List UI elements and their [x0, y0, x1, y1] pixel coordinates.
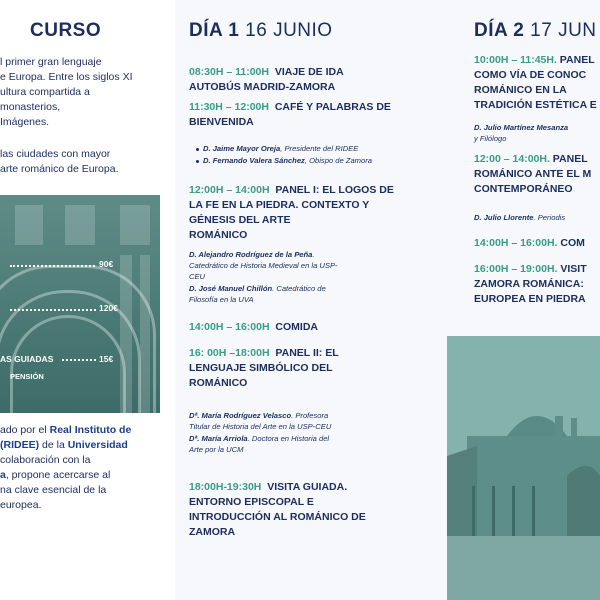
event-title: GÉNESIS DEL ARTE — [189, 214, 291, 226]
schedule-item — [189, 320, 439, 335]
organizer-paragraph: ado por el Real Instituto de (RIDEE) de la Universidad colaboración con la a, propone acercarse al na clave esencial de la europea. — [0, 423, 175, 513]
day1-date: 16 JUNIO — [245, 20, 333, 41]
event-title: ROMÁNICO — [189, 229, 248, 241]
schedule-item — [474, 262, 600, 307]
column-shape — [120, 255, 132, 413]
event-time: 16: 00H –18:00H — [189, 347, 270, 359]
left-column — [0, 0, 175, 600]
price-dotted-line — [10, 309, 96, 311]
event-title: COMO VÍA DE CONOC — [474, 69, 587, 81]
schedule-item — [189, 100, 439, 130]
event-time: 08:30H – 11:00H — [189, 66, 269, 78]
day2-date: 17 JUN — [530, 20, 597, 41]
event-title: INTRODUCCIÓN AL ROMÁNICO DE — [189, 511, 366, 523]
intro-line: monasterios, — [0, 101, 61, 113]
organizer-line: na clave esencial de la — [0, 484, 107, 496]
cities-line: las ciudades con mayor — [0, 148, 111, 160]
guided-visits-label: AS GUIADAS — [0, 354, 54, 364]
day2-heading — [474, 20, 597, 42]
speaker: D. Julio Martínez Mesanza y Filólogo — [474, 123, 569, 143]
event-time: 14:00H – 16:00H — [189, 321, 270, 333]
speaker: D. Julio Llorente. Periodis — [474, 213, 566, 222]
event-title: PANEL — [549, 153, 588, 165]
schedule-item — [474, 53, 600, 113]
event-title: EUROPEA EN PIEDRA — [474, 293, 586, 305]
price-dotted-line — [10, 265, 95, 267]
event-title: LENGUAJE SIMBÓLICO DEL — [189, 362, 333, 374]
intro-line: l primer gran lenguaje — [0, 56, 102, 68]
cities-paragraph — [0, 147, 118, 177]
cities-line: arte románico de Europa. — [0, 163, 119, 175]
event-time: 11:30H – 12:00H — [189, 101, 269, 113]
event-title: ROMÁNICO ANTE EL M — [474, 168, 592, 180]
day1-column — [175, 0, 447, 600]
window-shape — [65, 205, 95, 245]
intro-line: e Europa. Entre los siglos XI — [0, 71, 133, 83]
price-3: 15€ — [99, 354, 114, 364]
price-dotted-line — [62, 359, 96, 361]
event-title: VISITA GUIADA. — [267, 481, 348, 493]
event-title: ROMÁNICO EN LA — [474, 84, 567, 96]
speaker: Dª. María Arriola. Doctora en Historia del Arte por la UCM — [189, 434, 330, 454]
bullet-icon — [196, 148, 199, 151]
bullet-icon — [196, 160, 199, 163]
event-title: CONTEMPORÁNEO — [474, 183, 573, 195]
schedule-item — [189, 65, 439, 95]
event-title: PANEL II: EL — [275, 347, 339, 359]
schedule-item — [189, 346, 439, 391]
schedule-item — [474, 152, 600, 197]
speaker: D. Jaime Mayor Oreja, Presidente del RIDEE — [203, 144, 359, 153]
event-time: 10:00H – 11:45H. — [474, 54, 557, 66]
event-title: ENTORNO EPISCOPAL E — [189, 496, 314, 508]
speaker: D. Fernando Valera Sánchez, Obispo de Zamora — [203, 156, 372, 165]
schedule-item — [474, 236, 600, 251]
day1-label: DÍA 1 — [189, 20, 240, 41]
day2-column — [447, 0, 600, 600]
schedule-item — [189, 480, 444, 540]
event-title: AUTOBÚS MADRID-ZAMORA — [189, 81, 336, 93]
institute-name: Real Instituto de — [49, 424, 132, 436]
event-title: PANEL — [556, 54, 595, 66]
event-title: VIAJE DE IDA — [274, 66, 344, 78]
column-shape — [140, 255, 150, 413]
event-time: 14:00H – 16:00H. — [474, 237, 558, 249]
pension-label: PENSIÓN — [10, 372, 44, 381]
event-time: 16:00H – 19:00H. — [474, 263, 558, 275]
organizer-line: colaboración con la — [0, 454, 91, 466]
event-title: ROMÁNICO — [189, 377, 248, 389]
intro-paragraph — [0, 55, 133, 130]
cathedral-photo — [447, 336, 600, 600]
intro-line: Imágenes. — [0, 116, 50, 128]
intro-line: ultura compartida a — [0, 86, 90, 98]
ridee-acronym: (RIDEE) — [0, 439, 40, 451]
event-title: LA FE EN LA PIEDRA. CONTEXTO Y — [189, 199, 370, 211]
price-2: 120€ — [99, 303, 118, 313]
event-time: 12:00H – 14:00H — [189, 184, 270, 196]
university-name: Universidad — [67, 439, 128, 451]
speaker: Dª. María Rodríguez Velasco. Profesora Titular de Historia del Arte en la USP-CEU — [189, 411, 332, 431]
event-time: 18:00H-19:30H — [189, 481, 262, 493]
window-shape — [15, 205, 43, 245]
event-title: ZAMORA — [189, 526, 236, 538]
speaker: D. Alejandro Rodríguez de la Peña. Catedrático de Historia Medieval en la USP- CEU — [189, 250, 338, 281]
day1-heading — [189, 20, 333, 42]
event-title: CAFÉ Y PALABRAS DE — [274, 101, 391, 113]
window-shape — [120, 205, 150, 245]
event-time: 12:00 – 14:00H. — [474, 153, 550, 165]
event-title: ZAMORA ROMÁNICA: — [474, 278, 584, 290]
price-1: 90€ — [99, 259, 114, 269]
church-portal-photo — [0, 195, 160, 413]
event-title: TRADICIÓN ESTÉTICA E — [474, 99, 597, 111]
course-heading: CURSO — [30, 20, 102, 41]
event-title: COM — [557, 237, 585, 249]
event-title: BIENVENIDA — [189, 116, 254, 128]
event-title: COMIDA — [275, 321, 318, 333]
day2-label: DÍA 2 — [474, 20, 525, 41]
event-title: PANEL I: EL LOGOS DE — [275, 184, 394, 196]
schedule-item — [189, 183, 444, 243]
speaker: D. José Manuel Chillón. Catedrático de Filosofía en la UVA — [189, 284, 326, 304]
organizer-line: europea. — [0, 499, 42, 511]
event-title: VISIT — [557, 263, 587, 275]
